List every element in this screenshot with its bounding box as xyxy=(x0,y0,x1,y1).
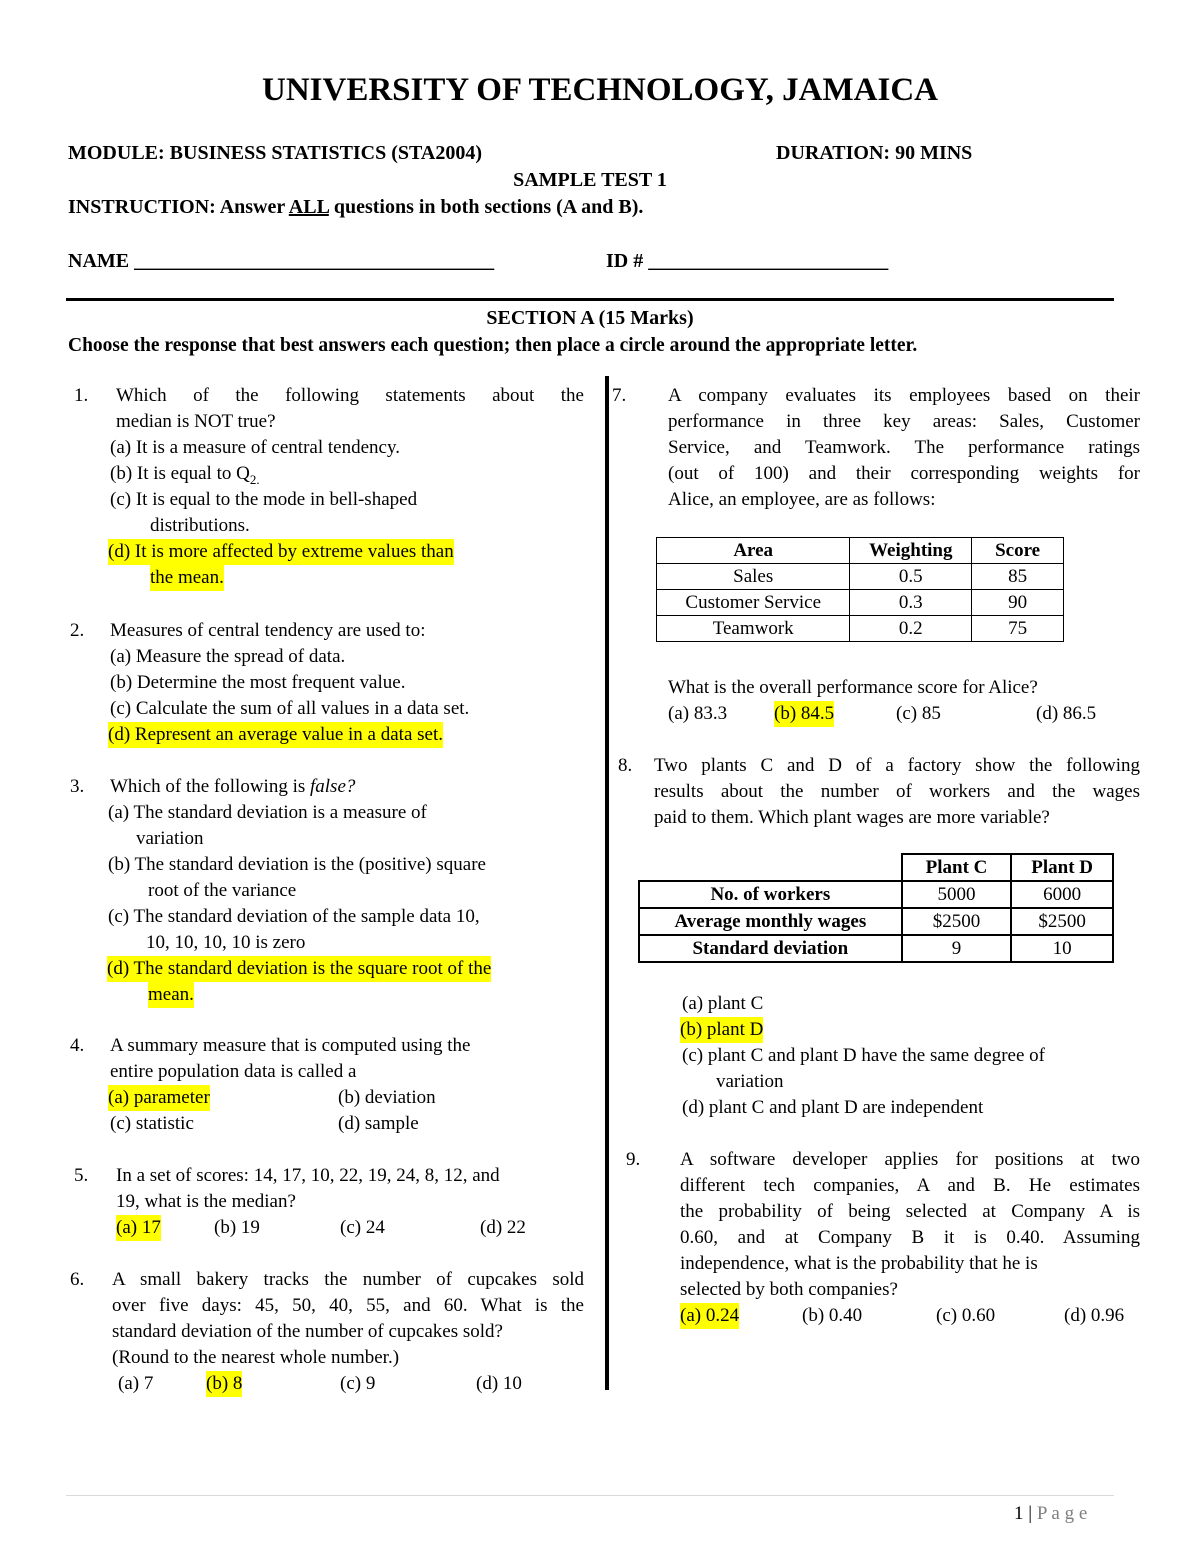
q1-stem: Which of the following statements about the xyxy=(116,385,584,406)
q6-number: 6. xyxy=(70,1269,85,1290)
q5-option-b[interactable]: (b) 19 xyxy=(214,1217,260,1238)
q9-stem: A software developer applies for positions at two xyxy=(680,1149,1140,1170)
id-field[interactable]: ID # ________________________ xyxy=(606,250,889,272)
q7-option-d[interactable]: (d) 86.5 xyxy=(1036,703,1097,724)
university-title: UNIVERSITY OF TECHNOLOGY, JAMAICA xyxy=(262,72,938,108)
table-cell: Sales xyxy=(657,564,850,590)
q4-option-b[interactable]: (b) deviation xyxy=(338,1087,436,1108)
table-cell: $2500 xyxy=(902,908,1012,935)
q2-option-b[interactable]: (b) Determine the most frequent value. xyxy=(110,672,406,693)
instruction-label: INSTRUCTION: xyxy=(68,196,216,218)
instruction-all: ALL xyxy=(288,196,329,218)
q9-number: 9. xyxy=(626,1149,641,1170)
q2-number: 2. xyxy=(70,620,85,641)
q6-option-d[interactable]: (d) 10 xyxy=(476,1373,522,1394)
q4-number: 4. xyxy=(70,1035,85,1056)
q1-option-c[interactable]: (c) It is equal to the mode in bell-shaped xyxy=(110,489,418,510)
q8-option-b[interactable]: (b) plant D xyxy=(680,1017,763,1043)
table-header-cell xyxy=(639,854,902,881)
table-row xyxy=(639,908,1113,935)
q9-option-c[interactable]: (c) 0.60 xyxy=(936,1305,996,1326)
table-header-cell: Weighting xyxy=(850,538,972,564)
q6-option-c[interactable]: (c) 9 xyxy=(340,1373,376,1394)
table-row xyxy=(657,538,1064,564)
table-cell: 0.2 xyxy=(850,616,972,642)
table-cell: Customer Service xyxy=(657,590,850,616)
q5-option-a[interactable]: (a) 17 xyxy=(116,1215,161,1241)
q7-stem: A company evaluates its employees based on their xyxy=(668,385,1140,406)
section-a-title: SECTION A (15 Marks) xyxy=(486,307,694,329)
table-cell: 0.5 xyxy=(850,564,972,590)
q2-stem: Measures of central tendency are used to: xyxy=(110,620,426,641)
footer-divider xyxy=(66,1495,1114,1496)
module-label: MODULE: BUSINESS STATISTICS (STA2004) xyxy=(68,142,482,164)
q5-stem: In a set of scores: 14, 17, 10, 22, 19, 24, 8, 12, and xyxy=(116,1165,500,1186)
table-row xyxy=(639,854,1113,881)
table-cell: 10 xyxy=(1011,935,1113,962)
table-cell: 75 xyxy=(972,616,1064,642)
page-footer: 1 | P a g e xyxy=(1014,1503,1088,1524)
header-divider xyxy=(66,298,1114,301)
q7-table xyxy=(656,537,1064,642)
name-field[interactable]: NAME ____________________________________ xyxy=(68,250,495,272)
q4-option-c[interactable]: (c) statistic xyxy=(110,1113,194,1134)
q8-table xyxy=(638,853,1114,963)
q8-option-c[interactable]: (c) plant C and plant D have the same degree of xyxy=(682,1045,1045,1066)
q3-option-c[interactable]: (c) The standard deviation of the sample data 10, xyxy=(108,906,480,927)
instruction-line: INSTRUCTION: Answer ALL questions in both sections (A and B). xyxy=(68,196,644,218)
q3-option-b[interactable]: (b) The standard deviation is the (positive) square xyxy=(108,854,486,875)
q7-number: 7. xyxy=(612,385,627,406)
q9-option-a[interactable]: (a) 0.24 xyxy=(680,1303,739,1329)
table-cell: Teamwork xyxy=(657,616,850,642)
q1-option-b[interactable]: (b) It is equal to $Q_{2.}$ xyxy=(110,463,260,487)
table-cell: 9 xyxy=(902,935,1012,962)
q4-option-d[interactable]: (d) sample xyxy=(338,1113,419,1134)
q1-option-a[interactable]: (a) It is a measure of central tendency. xyxy=(110,437,400,458)
q7-option-a[interactable]: (a) 83.3 xyxy=(668,703,728,724)
q5-number: 5. xyxy=(74,1165,89,1186)
table-cell: 0.3 xyxy=(850,590,972,616)
table-cell: 6000 xyxy=(1011,881,1113,908)
q5-option-d[interactable]: (d) 22 xyxy=(480,1217,526,1238)
table-cell: 5000 xyxy=(902,881,1012,908)
q8-stem: Two plants C and D of a factory show the following xyxy=(654,755,1140,776)
q2-option-d[interactable]: (d) Represent an average value in a data set. xyxy=(108,722,443,748)
q1-number: 1. xyxy=(74,385,89,406)
table-row xyxy=(639,881,1113,908)
table-row xyxy=(657,616,1064,642)
q8-option-d[interactable]: (d) plant C and plant D are independent xyxy=(682,1097,984,1118)
test-name: SAMPLE TEST 1 xyxy=(513,169,667,191)
table-cell: $2500 xyxy=(1011,908,1113,935)
table-cell: No. of workers xyxy=(639,881,902,908)
q3-stem: Which of the following is false? xyxy=(110,776,356,797)
q8-option-a[interactable]: (a) plant C xyxy=(682,993,764,1014)
q3-option-d[interactable]: (d) The standard deviation is the square root of the xyxy=(107,956,491,982)
q2-option-a[interactable]: (a) Measure the spread of data. xyxy=(110,646,346,667)
q4-stem: A summary measure that is computed using the xyxy=(110,1035,471,1056)
table-row xyxy=(639,935,1113,962)
q8-number: 8. xyxy=(618,755,633,776)
q6-option-a[interactable]: (a) 7 xyxy=(118,1373,154,1394)
q1-option-d[interactable]: (d) It is more affected by extreme values than xyxy=(108,539,454,565)
table-header-cell: Plant C xyxy=(902,854,1012,881)
q7-option-c[interactable]: (c) 85 xyxy=(896,703,941,724)
table-header-cell: Score xyxy=(972,538,1064,564)
q6-option-b[interactable]: (b) 8 xyxy=(206,1371,242,1397)
q3-option-a[interactable]: (a) The standard deviation is a measure of xyxy=(108,802,427,823)
q7-option-b[interactable]: (b) 84.5 xyxy=(774,701,834,727)
q9-option-b[interactable]: (b) 0.40 xyxy=(802,1305,863,1326)
q9-option-d[interactable]: (d) 0.96 xyxy=(1064,1305,1125,1326)
q2-option-c[interactable]: (c) Calculate the sum of all values in a data set. xyxy=(110,698,470,719)
page-number: 1 xyxy=(1014,1503,1024,1524)
table-header-cell: Area xyxy=(657,538,850,564)
table-cell: 85 xyxy=(972,564,1064,590)
q4-option-a[interactable]: (a) parameter xyxy=(108,1085,210,1111)
table-row xyxy=(657,590,1064,616)
q5-option-c[interactable]: (c) 24 xyxy=(340,1217,385,1238)
table-cell: Standard deviation xyxy=(639,935,902,962)
page-word: P a g e xyxy=(1036,1503,1088,1524)
section-a-instruction: Choose the response that best answers each question; then place a circle around the appropriate letter. xyxy=(68,335,918,356)
q6-stem: A small bakery tracks the number of cupcakes sold xyxy=(112,1269,584,1290)
table-header-cell: Plant D xyxy=(1011,854,1113,881)
table-cell: Average monthly wages xyxy=(639,908,902,935)
table-row xyxy=(657,564,1064,590)
table-cell: 90 xyxy=(972,590,1064,616)
column-divider xyxy=(605,376,609,1390)
q3-number: 3. xyxy=(70,776,85,797)
q7-question: What is the overall performance score for Alice? xyxy=(668,677,1038,698)
duration-label: DURATION: 90 MINS xyxy=(776,142,973,164)
